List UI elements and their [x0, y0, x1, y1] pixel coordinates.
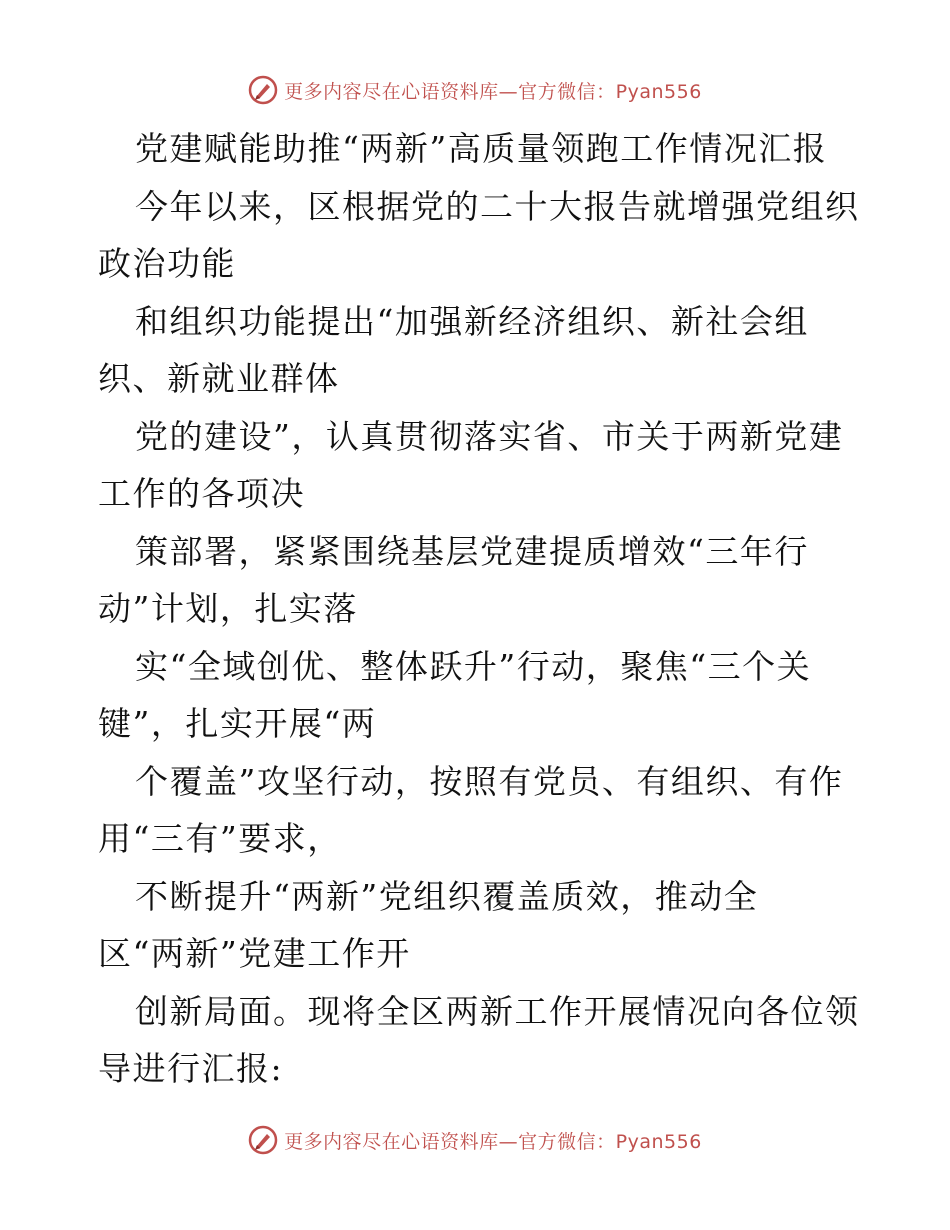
banner-wechat-text: 官方微信：Pyan556: [518, 1130, 702, 1153]
banner-separator: —: [498, 1130, 519, 1153]
paragraph-line: 用“三有”要求，: [98, 819, 342, 858]
paragraph-line: 今年以来，区根据党的二十大报告就增强党组织: [135, 186, 860, 226]
paragraph-line: 策部署，紧紧围绕基层党建提质增效“三年行: [135, 531, 809, 571]
document-body: [98, 120, 858, 1098]
paragraph-line: 实“全域创优、整体跃升”行动，聚焦“三个关: [135, 646, 812, 686]
paragraph-line: 织、新就业群体: [98, 359, 340, 398]
paragraph-line: 和组织功能提出“加强新经济组织、新社会组: [135, 301, 809, 341]
banner-text: [284, 1127, 702, 1154]
paragraph-line: 政治功能: [98, 244, 236, 283]
paragraph-line: 动”计划，扎实落: [98, 589, 358, 628]
paragraph-line: 个覆盖”攻坚行动，按照有党员、有组织、有作: [135, 761, 844, 801]
paragraph-line: 创新局面。现将全区两新工作开展情况向各位领: [135, 991, 860, 1031]
paragraph-line: 党的建设”，认真贯彻落实省、市关于两新党建: [135, 416, 844, 456]
banner-text: [284, 77, 702, 104]
footer-banner: [0, 1120, 950, 1160]
banner-main-text: 更多内容尽在心语资料库: [284, 80, 499, 103]
header-banner: [0, 70, 950, 110]
paragraph-line: 导进行汇报:: [98, 1049, 284, 1088]
paragraph-line: 键”，扎实开展“两: [98, 704, 377, 743]
document-title: 党建赋能助推“两新”高质量领跑工作情况汇报: [135, 129, 828, 168]
banner-separator: —: [498, 80, 519, 103]
banner-wechat-text: 官方微信：Pyan556: [518, 80, 702, 103]
paragraph-line: 区“两新”党建工作开: [98, 934, 411, 973]
banner-main-text: 更多内容尽在心语资料库: [284, 1130, 499, 1153]
paragraph-line: 不断提升“两新”党组织覆盖质效，推动全: [135, 876, 759, 916]
paragraph-line: 工作的各项决: [98, 474, 305, 513]
pen-logo-icon: [248, 75, 278, 105]
pen-logo-icon: [248, 1125, 278, 1155]
